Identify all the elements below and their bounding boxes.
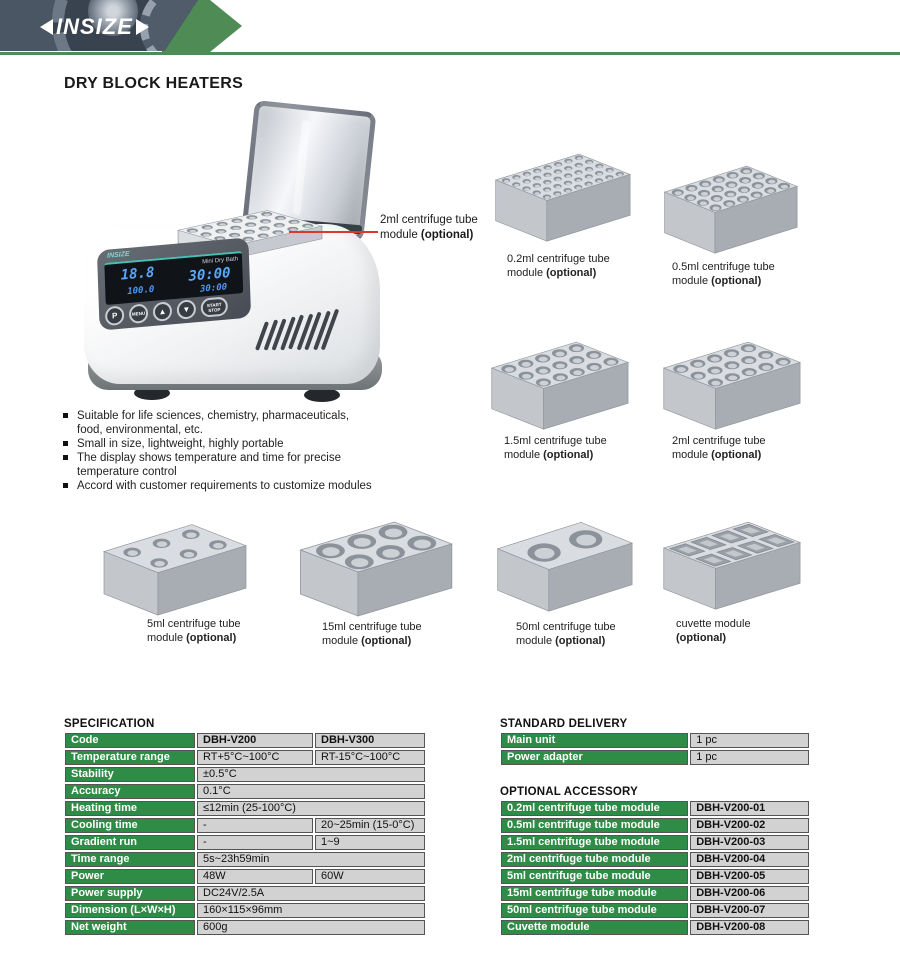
spec-value-cell: 5s~23h59min <box>197 852 425 867</box>
delivery-row-label-cell: Power adapter <box>501 750 688 765</box>
spec-label-cell: Dimension (L×W×H) <box>65 903 195 918</box>
accessory-row-label-cell: 2ml centrifuge tube module <box>501 852 688 867</box>
spec-row <box>65 767 425 782</box>
module-0-5ml-block <box>659 155 799 255</box>
module-50ml-block <box>492 511 634 613</box>
spec-row <box>65 750 425 765</box>
spec-row <box>65 903 425 918</box>
module-2ml-caption: 2ml centrifuge tube module (optional) <box>672 435 766 461</box>
spec-value-cell: 1~9 <box>315 835 425 850</box>
spec-label-cell: Accuracy <box>65 784 195 799</box>
module-0-5ml-caption: 0.5ml centrifuge tube module (optional) <box>672 261 775 287</box>
module-50ml <box>492 511 654 653</box>
panel-brand-text: INSIZE <box>106 250 130 260</box>
module-0-2ml-block <box>490 143 632 243</box>
insize-logo <box>40 14 149 40</box>
accessory-row-value-cell: DBH-V200-08 <box>690 920 809 935</box>
module-cuvette-block <box>658 511 802 611</box>
accessory-row-label-cell: 0.2ml centrifuge tube module <box>501 801 688 816</box>
panel-button-menu: MENU <box>129 303 149 324</box>
spec-value-cell: 160×115×96mm <box>197 903 425 918</box>
feature-list <box>62 409 492 493</box>
module-15ml-block <box>294 510 454 618</box>
module-50ml-caption: 50ml centrifuge tube module (optional) <box>516 621 616 647</box>
spec-value-cell: DBH-V200 <box>197 733 313 748</box>
specification-title: SPECIFICATION <box>64 718 155 730</box>
module-5ml <box>98 513 268 657</box>
delivery-row-label-cell: Main unit <box>501 733 688 748</box>
accessory-row <box>501 920 809 935</box>
accessory-row-label-cell: 0.5ml centrifuge tube module <box>501 818 688 833</box>
product-photo <box>78 98 498 398</box>
standard-delivery-title: STANDARD DELIVERY <box>500 718 628 730</box>
panel-button--: ▲ <box>153 301 173 322</box>
accessory-row-label-cell: 50ml centrifuge tube module <box>501 903 688 918</box>
spec-value-cell: 0.1°C <box>197 784 425 799</box>
module-callout <box>380 213 496 243</box>
module-1-5ml <box>486 331 650 471</box>
spec-value-cell: RT-15°C~100°C <box>315 750 425 765</box>
module-5ml-caption: 5ml centrifuge tube module (optional) <box>147 618 241 644</box>
accessory-row <box>501 835 809 850</box>
spec-value-cell: DC24V/2.5A <box>197 886 425 901</box>
spec-value-cell: RT+5°C~100°C <box>197 750 313 765</box>
spec-row <box>65 835 425 850</box>
spec-value-cell: - <box>197 835 313 850</box>
accessory-row-value-cell: DBH-V200-07 <box>690 903 809 918</box>
accessory-row-value-cell: DBH-V200-05 <box>690 869 809 884</box>
accessory-row <box>501 818 809 833</box>
accessory-row-value-cell: DBH-V200-03 <box>690 835 809 850</box>
spec-row <box>65 852 425 867</box>
delivery-row <box>501 750 809 765</box>
spec-label-cell: Code <box>65 733 195 748</box>
feature-item <box>62 479 492 493</box>
spec-value-cell: 600g <box>197 920 425 935</box>
module-0-5ml <box>659 155 819 295</box>
spec-label-cell: Gradient run <box>65 835 195 850</box>
spec-value-cell: 48W <box>197 869 313 884</box>
spec-value-cell: ≤12min (25-100°C) <box>197 801 425 816</box>
accessory-row-label-cell: Cuvette module <box>501 920 688 935</box>
bullet-square-icon <box>63 441 68 446</box>
spec-value-cell: 20~25min (15-0°C) <box>315 818 425 833</box>
logo-left-arrow-icon <box>40 19 53 35</box>
spec-label-cell: Power supply <box>65 886 195 901</box>
panel-button-p: P <box>105 305 125 326</box>
accessory-row-label-cell: 1.5ml centrifuge tube module <box>501 835 688 850</box>
feature-item <box>62 451 492 479</box>
display-temperature: 18.8 <box>120 264 155 284</box>
spec-row <box>65 920 425 935</box>
accessory-row-label-cell: 5ml centrifuge tube module <box>501 869 688 884</box>
callout-pointer-line <box>289 231 378 233</box>
spec-label-cell: Cooling time <box>65 818 195 833</box>
display-set-time: 30:00 <box>199 282 228 295</box>
spec-label-cell: Power <box>65 869 195 884</box>
accessory-row <box>501 801 809 816</box>
device-foot <box>304 388 340 402</box>
module-0-2ml <box>490 143 652 283</box>
module-15ml-caption: 15ml centrifuge tube module (optional) <box>322 621 422 647</box>
feature-item <box>62 437 492 451</box>
feature-item <box>62 409 492 437</box>
spec-value-cell: DBH-V300 <box>315 733 425 748</box>
accessory-row-value-cell: DBH-V200-04 <box>690 852 809 867</box>
spec-value-cell: ±0.5°C <box>197 767 425 782</box>
feature-text: Small in size, lightweight, highly portable <box>77 438 284 450</box>
delivery-row <box>501 733 809 748</box>
optional-accessory-table <box>499 799 811 937</box>
display-set-temperature: 100.0 <box>127 284 155 298</box>
spec-row <box>65 801 425 816</box>
feature-text: Suitable for life sciences, chemistry, pharmaceuticals, food, environmental, etc. <box>77 410 350 436</box>
spec-label-cell: Time range <box>65 852 195 867</box>
spec-row <box>65 886 425 901</box>
accessory-row <box>501 903 809 918</box>
module-15ml <box>294 510 474 658</box>
module-cuvette <box>658 511 822 651</box>
spec-row <box>65 784 425 799</box>
display-model-label: Mini Dry Bath <box>202 256 239 266</box>
accessory-row-value-cell: DBH-V200-06 <box>690 886 809 901</box>
accessory-row-value-cell: DBH-V200-01 <box>690 801 809 816</box>
page-title: DRY BLOCK HEATERS <box>64 75 244 92</box>
delivery-row-value-cell: 1 pc <box>690 750 809 765</box>
spec-value-cell: 60W <box>315 869 425 884</box>
specification-table <box>63 731 427 937</box>
spec-row <box>65 733 425 748</box>
spec-label-cell: Temperature range <box>65 750 195 765</box>
module-2ml <box>658 331 822 471</box>
bullet-square-icon <box>63 413 68 418</box>
logo-text: INSIZE <box>56 14 133 39</box>
module-5ml-block <box>98 513 248 617</box>
accessory-row <box>501 852 809 867</box>
bullet-square-icon <box>63 483 68 488</box>
standard-delivery-table <box>499 731 811 767</box>
module-1-5ml-block <box>486 331 630 431</box>
spec-row <box>65 869 425 884</box>
spec-label-cell: Heating time <box>65 801 195 816</box>
bullet-square-icon <box>63 455 68 460</box>
header-divider <box>0 52 900 55</box>
spec-label-cell: Stability <box>65 767 195 782</box>
feature-text: The display shows temperature and time for precise temperature control <box>77 452 341 478</box>
accessory-row <box>501 869 809 884</box>
delivery-row-value-cell: 1 pc <box>690 733 809 748</box>
control-panel <box>97 237 251 330</box>
panel-button-start-stop: START STOP <box>200 296 228 317</box>
device-vents <box>260 308 332 351</box>
optional-accessory-title: OPTIONAL ACCESSORY <box>500 786 638 798</box>
callout-line1: 2ml centrifuge tube <box>380 214 478 226</box>
module-cuvette-caption: cuvette module (optional) <box>676 618 751 644</box>
accessory-row-value-cell: DBH-V200-02 <box>690 818 809 833</box>
accessory-row <box>501 886 809 901</box>
spec-label-cell: Net weight <box>65 920 195 935</box>
module-1-5ml-caption: 1.5ml centrifuge tube module (optional) <box>504 435 607 461</box>
callout-line2: module (optional) <box>380 229 474 241</box>
accessory-row-label-cell: 15ml centrifuge tube module <box>501 886 688 901</box>
module-0-2ml-caption: 0.2ml centrifuge tube module (optional) <box>507 253 610 279</box>
panel-button--: ▼ <box>177 299 197 320</box>
feature-text: Accord with customer requirements to customize modules <box>77 480 372 492</box>
module-2ml-block <box>658 331 802 431</box>
spec-value-cell: - <box>197 818 313 833</box>
spec-row <box>65 818 425 833</box>
logo-right-arrow-icon <box>136 19 149 35</box>
display-time: 30:00 <box>188 265 231 285</box>
